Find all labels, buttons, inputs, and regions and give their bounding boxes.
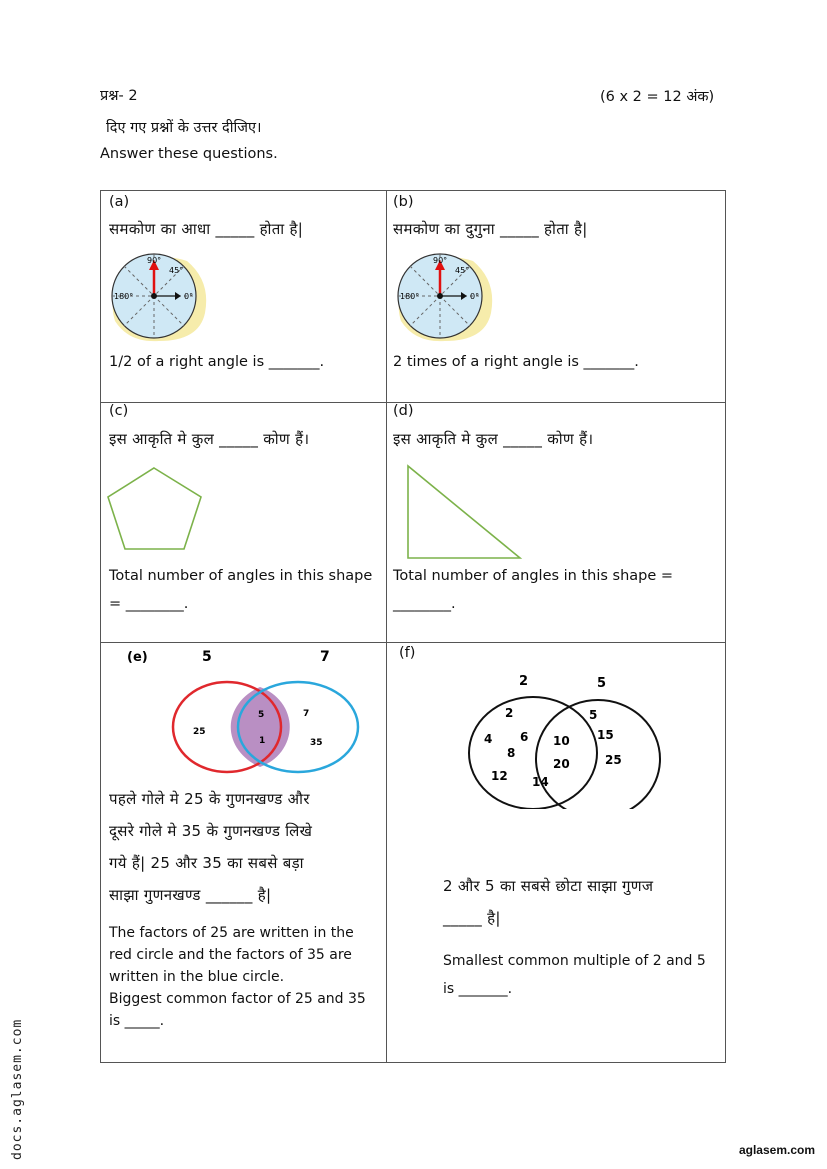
- label-180: 180°: [400, 292, 420, 301]
- english-line: is _______.: [443, 981, 513, 997]
- english-line: written in the blue circle.: [109, 969, 285, 985]
- set-a-title: 5: [202, 649, 212, 665]
- question-hindi: समकोण का दुगुना _____ होता है|: [393, 220, 588, 238]
- protractor-figure: [109, 251, 209, 343]
- english-paragraph: [443, 947, 706, 1003]
- instruction-english: Answer these questions.: [100, 146, 278, 162]
- hindi-line: _____ है|: [443, 909, 501, 927]
- label-180: 180°: [114, 292, 134, 301]
- question-hindi: समकोण का आधा _____ होता है|: [109, 220, 304, 238]
- question-hindi: इस आकृति मे कुल _____ कोण हैं।: [109, 430, 310, 448]
- intersection-element: 10: [553, 734, 570, 748]
- label-0: 0°: [470, 292, 480, 301]
- english-line: Biggest common factor of 25 and 35: [109, 991, 366, 1007]
- cell-label: (e): [127, 650, 148, 665]
- set-a-element: 4: [484, 732, 493, 746]
- set-a-title: 2: [519, 674, 529, 689]
- english-line: The factors of 25 are written in the: [109, 925, 354, 941]
- set-b-element: 15: [597, 728, 614, 742]
- english-line: is _____.: [109, 1013, 165, 1029]
- label-45: 45°: [169, 266, 184, 275]
- intersection-element: 20: [553, 757, 570, 771]
- set-a-element: 2: [505, 706, 514, 720]
- cell-label: (f): [399, 645, 416, 661]
- hindi-line: 2 और 5 का सबसे छोटा साझा गुणज: [443, 877, 654, 895]
- marks-info: (6 x 2 = 12 अंक): [600, 89, 715, 105]
- question-english-1: Total number of angles in this shape =: [393, 568, 674, 584]
- cell-label: (d): [393, 403, 414, 419]
- set-b-title: 5: [597, 676, 607, 691]
- set-a-circle: [469, 697, 597, 809]
- footer-watermark: aglasem.com: [738, 1143, 815, 1157]
- set-b-circle: [536, 700, 660, 809]
- question-english-2: ________.: [393, 596, 456, 612]
- intersection-element: 1: [259, 736, 266, 746]
- hindi-paragraph: [443, 870, 653, 934]
- cell-b: [387, 191, 725, 402]
- instruction-hindi: दिए गए प्रश्नों के उत्तर दीजिए।: [106, 120, 262, 136]
- set-a-element: 14: [532, 775, 549, 789]
- cell-label: (b): [393, 194, 414, 210]
- hindi-line: साझा गुणनखण्ड ______ है|: [109, 886, 272, 904]
- center-dot: [437, 293, 443, 299]
- set-b-element: 25: [605, 753, 622, 767]
- set-b-title: 7: [320, 649, 330, 665]
- set-b-element: 7: [303, 709, 310, 719]
- label-90: 90°: [433, 256, 448, 265]
- set-a-element: 12: [491, 769, 508, 783]
- side-watermark: docs.aglasem.com: [10, 1018, 25, 1160]
- english-line: red circle and the factors of 35 are: [109, 947, 352, 963]
- venn-diagram-factors: [121, 646, 371, 776]
- label-0: 0°: [184, 292, 194, 301]
- cell-e: [101, 643, 386, 1062]
- question-hindi: इस आकृति मे कुल _____ कोण हैं।: [393, 430, 594, 448]
- question-number: प्रश्न- 2: [100, 88, 138, 104]
- set-b-element: 35: [310, 738, 323, 748]
- set-a-element: 6: [520, 730, 529, 744]
- question-english: 1/2 of a right angle is _______.: [109, 354, 325, 370]
- cell-label: (c): [109, 403, 129, 419]
- label-45: 45°: [455, 266, 470, 275]
- question-grid: [100, 190, 726, 1063]
- cell-d: [387, 403, 725, 642]
- triangle-shape: [405, 463, 523, 561]
- hindi-line: गये हैं| 25 और 35 का सबसे बड़ा: [109, 854, 304, 872]
- set-b-element: 5: [589, 708, 598, 722]
- venn-diagram-multiples: [462, 669, 667, 809]
- cell-f: [387, 643, 725, 1062]
- hindi-line: पहले गोले मे 25 के गुणनखण्ड और: [109, 790, 310, 808]
- intersection-element: 5: [258, 710, 265, 720]
- label-90: 90°: [147, 256, 162, 265]
- cell-label: (a): [109, 194, 130, 210]
- pentagon-shape: [106, 465, 206, 555]
- question-english-1: Total number of angles in this shape: [109, 568, 373, 584]
- hindi-paragraph: [109, 783, 312, 911]
- english-paragraph: [109, 922, 366, 1032]
- question-english-2: = ________.: [109, 596, 189, 612]
- set-a-element: 25: [193, 727, 206, 737]
- question-english: 2 times of a right angle is _______.: [393, 354, 639, 370]
- english-line: Smallest common multiple of 2 and 5: [443, 953, 706, 969]
- cell-a: [101, 191, 386, 402]
- protractor-figure: [395, 251, 495, 343]
- set-a-element: 8: [507, 746, 516, 760]
- hindi-line: दूसरे गोले मे 35 के गुणनखण्ड लिखे: [109, 822, 313, 840]
- cell-c: [101, 403, 386, 642]
- center-dot: [151, 293, 157, 299]
